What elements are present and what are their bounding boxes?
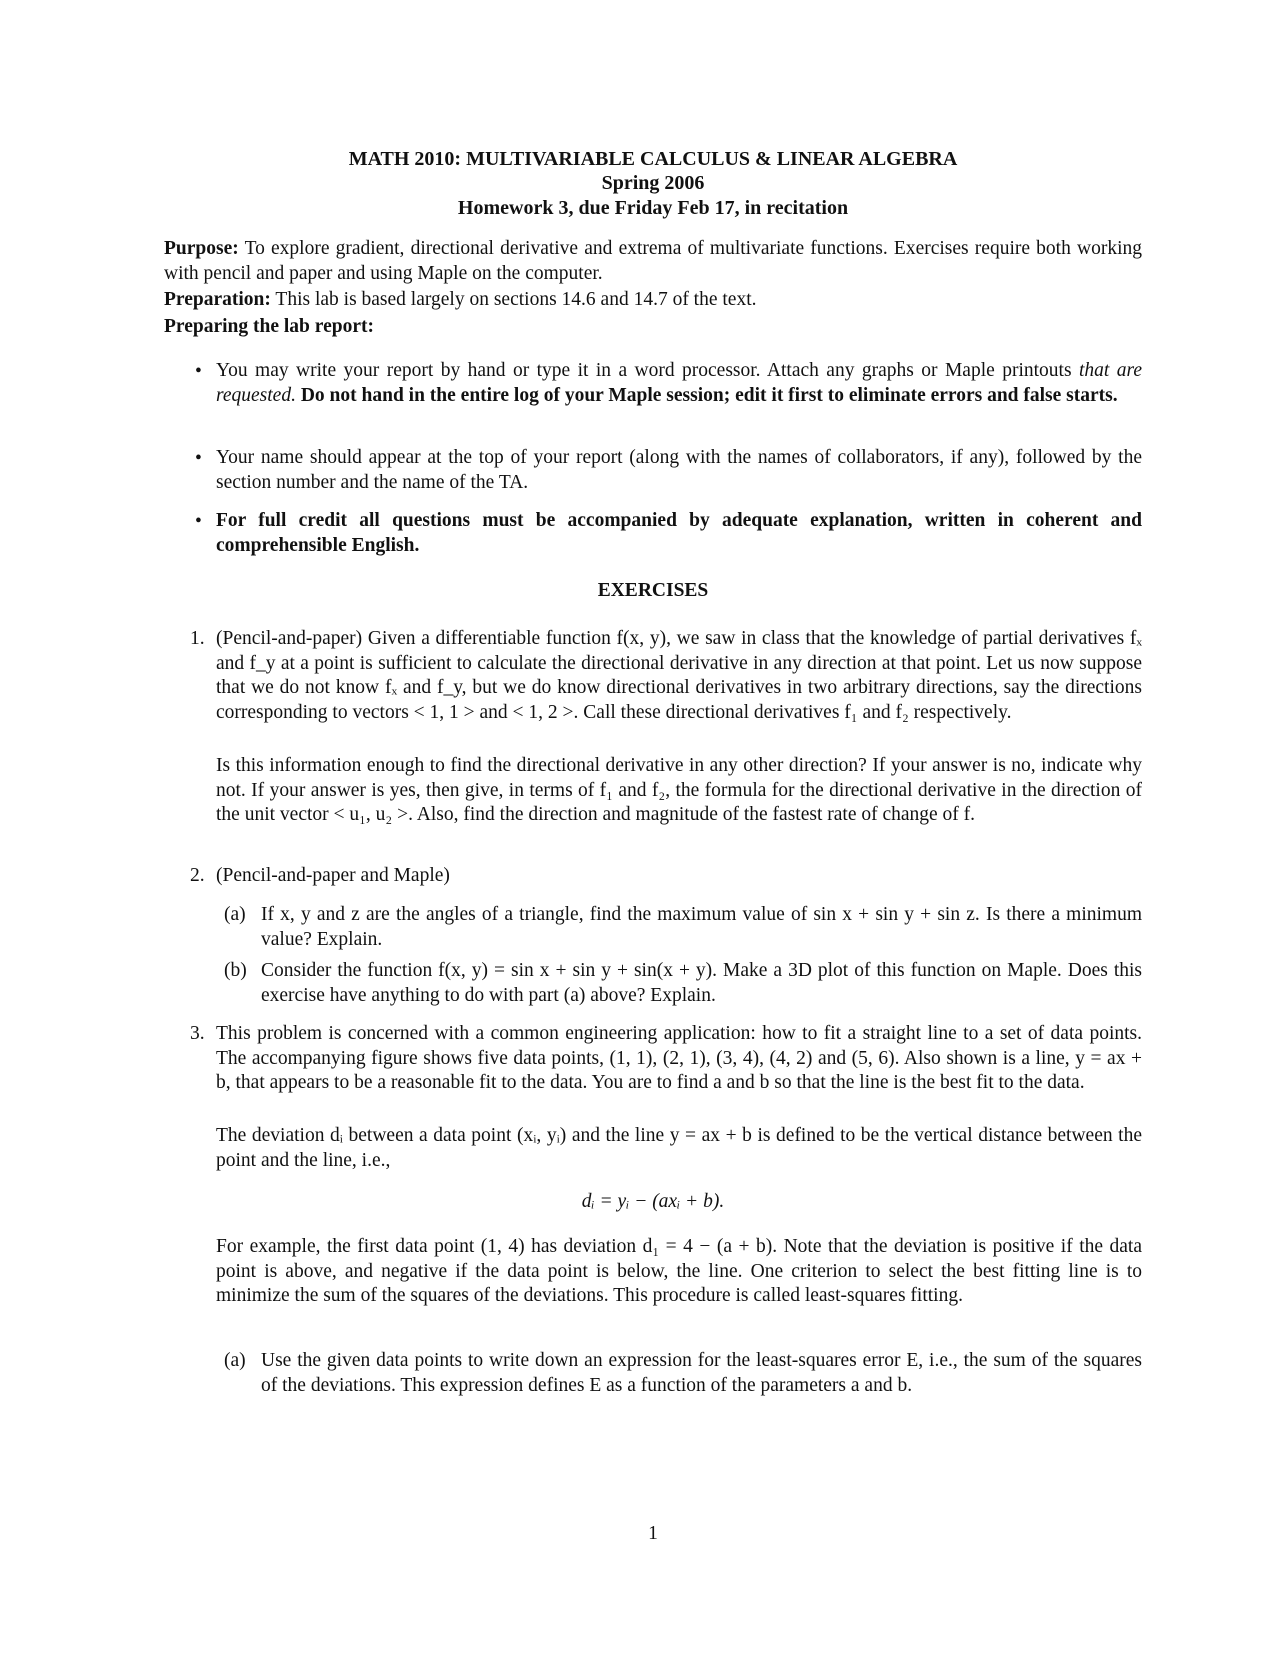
subpart-label: (a) (224, 904, 246, 925)
question-2a-text: If x, y and z are the angles of a triangle, find the maximum value of sin x + sin y + sin z. Is there a minimum value? Explain. (261, 904, 1142, 950)
subpart-label: (a) (224, 1350, 246, 1371)
bullet-item-1: You may write your report by hand or type it in a word processor. Attach any graphs or Maple printouts that are requested. Do not hand in the entire log of your Maple session; edit it first to eliminate errors and false starts. (216, 360, 1142, 406)
question-2-intro: (Pencil-and-paper and Maple) (216, 865, 450, 886)
preparation-paragraph (164, 288, 1142, 313)
subpart-label: (b) (224, 960, 247, 981)
question-3-paragraph-2: The deviation dᵢ between a data point (xᵢ, yᵢ) and the line y = ax + b is defined to be the vertical distance between the point and the line, i.e., (216, 1125, 1142, 1171)
homework-title: Homework 3, due Friday Feb 17, in recitation (457, 197, 849, 219)
course-title: MATH 2010: MULTIVARIABLE CALCULUS & LINEAR ALGEBRA (348, 148, 958, 170)
question-3-paragraph-1: This problem is concerned with a common engineering application: how to fit a straight line to a set of data points. The accompanying figure shows five data points, (1, 1), (2, 1), (3, 4), (4, 2) and (5, 6). Also shown is a line, y = ax + b, that appears to be a reasonable fit to the data. You are to find a and b so that the line is the best fit to the data. (216, 1023, 1142, 1093)
deviation-formula: dᵢ = yᵢ − (axᵢ + b). (581, 1191, 725, 1212)
question-3-paragraph-3: For example, the first data point (1, 4) has deviation d₁ = 4 − (a + b). Note that the deviation is positive if the data point is above, and negative if the data point is below, the line. One criterion to select the best fitting line is to minimize the sum of the squares of the deviations. This procedure is called least-squares fitting. (216, 1236, 1142, 1306)
preparation-text: This lab is based largely on sections 14.6 and 14.7 of the text. (275, 289, 757, 310)
exercises-heading: EXERCISES (597, 580, 709, 601)
bullet-icon: • (195, 361, 202, 382)
bullet-icon: • (195, 448, 202, 469)
preparation-label: Preparation: (164, 289, 271, 310)
bullet-item-3: For full credit all questions must be accompanied by adequate explanation, written in coherent and comprehensible English. (216, 510, 1142, 556)
question-number: 3. (190, 1023, 205, 1044)
bullet-item-2: Your name should appear at the top of your report (along with the names of collaborators, if any), followed by the section number and the name of the TA. (216, 447, 1142, 493)
report-heading: Preparing the lab report: (164, 316, 374, 337)
question-number: 2. (190, 865, 205, 886)
question-number: 1. (190, 628, 205, 649)
purpose-text: To explore gradient, directional derivative and extrema of multivariate functions. Exercises require both working with pencil and paper and using Maple on the computer. (164, 238, 1142, 284)
question-1-paragraph-2: Is this information enough to find the directional derivative in any other direction? If your answer is no, indicate why not. If your answer is yes, then give, in terms of f₁ and f₂, the formula for the directional derivative in the direction of the unit vector < u₁, u₂ >. Also, find the direction and magnitude of the fastest rate of change of f. (216, 755, 1142, 825)
question-3a-text: Use the given data points to write down an expression for the least-squares error E, i.e., the sum of the squares of the deviations. This expression defines E as a function of the parameters a and b. (261, 1350, 1142, 1396)
term: Spring 2006 (601, 172, 705, 194)
purpose-label: Purpose: (164, 238, 239, 259)
purpose-paragraph (164, 237, 1142, 286)
question-2b-text: Consider the function f(x, y) = sin x + sin y + sin(x + y). Make a 3D plot of this function on Maple. Does this exercise have anything to do with part (a) above? Explain. (261, 960, 1142, 1006)
bullet-icon: • (195, 511, 202, 532)
question-1-paragraph-1: (Pencil-and-paper) Given a differentiable function f(x, y), we saw in class that the knowledge of partial derivatives fₓ and f_y at a point is sufficient to calculate the directional derivative in any direction at that point. Let us now suppose that we do not know fₓ and f_y, but we do know directional derivatives in two arbitrary directions, say the directions corresponding to vectors < 1, 1 > and < 1, 2 >. Call these directional derivatives f₁ and f₂ respectively. (216, 628, 1142, 723)
page-number: 1 (648, 1523, 658, 1544)
